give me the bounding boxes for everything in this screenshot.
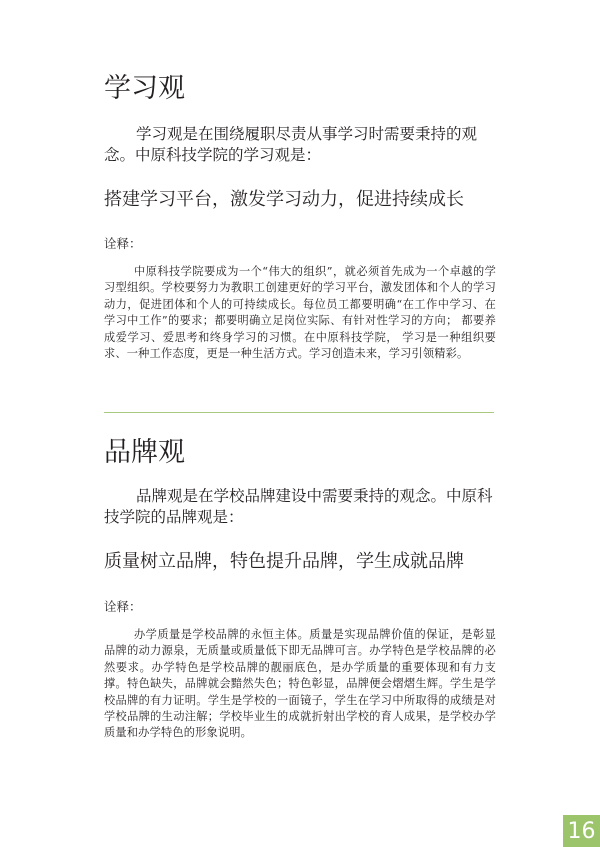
motto-learning: 搭建学习平台，激发学习动力，促进持续成长 [104,189,464,210]
section-title-learning: 学习观 [104,73,185,104]
label-brand-explanation: 诠释： [104,599,142,614]
body-brand: 办学质量是学校品牌的永恒主体。质量是实现品牌价值的保证，是彰显品牌的动力源泉，无质量或质量低下即无品牌可言。办学特色是学校品牌的必然要求。办学特色是学校品牌的靓丽底色，是办学质量的重要体现和有力支撑。特色缺失，品牌就会黯然失色；特色彰显，品牌便会熠熠生辉。学生是学校品牌的有力证明。学生是学校的一面镜子，学生在学习中所取得的成绩是对学校品牌的生动注解；学校毕业生的成就折射出学校的育人成果，是学校办学质量和办学特色的形象说明。 [104,628,496,740]
body-learning: 中原科技学院要成为一个“伟大的组织”，就必须首先成为一个卓越的学习型组织。学校要努力为教职工创建更好的学习平台，激发团体和个人的学习动力，促进团体和个人的可持续成长。每位员工都要明确“在工作中学习、在学习中工作”的要求；都要明确立足岗位实际、有针对性学习的方向； 都要养成爱学习、爱思考和终身学习的习惯。在中原科技学院， 学习是一种组织要求、一种工作态度，更是一种生活方式。学习创造未来，学习引领精彩。 [104,265,496,361]
intro-learning: 学习观是在围绕履职尽责从事学习时需要秉持的观念。中原科技学院的学习观是： [104,125,478,164]
section-title-brand: 品牌观 [104,437,185,468]
intro-brand: 品牌观是在学校品牌建设中需要秉持的观念。中原科技学院的品牌观是： [104,487,493,526]
label-learning-explanation: 诠释： [104,236,142,251]
motto-brand: 质量树立品牌，特色提升品牌，学生成就品牌 [104,551,464,572]
page-number-badge: 16 [563,815,600,847]
section-divider [104,412,494,413]
